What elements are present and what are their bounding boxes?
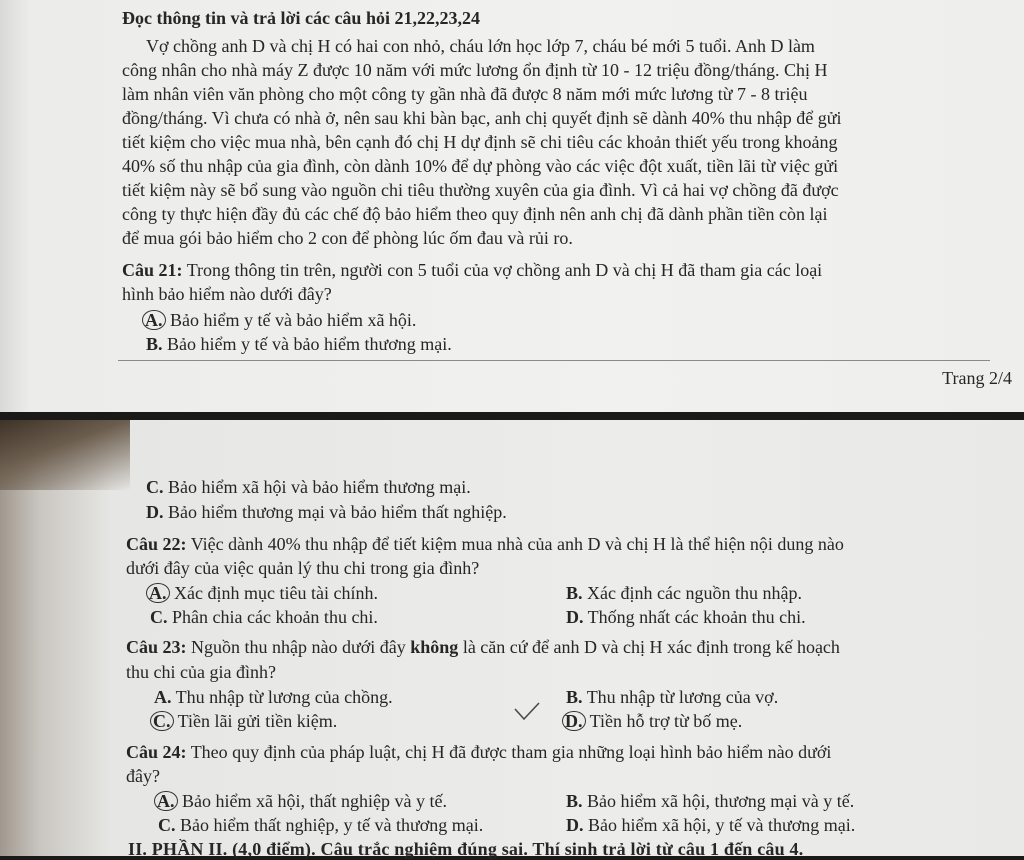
option-text: Bảo hiểm xã hội, y tế và thương mại. <box>583 815 856 835</box>
option-text: Thu nhập từ lương của chồng. <box>171 687 393 707</box>
question-text: Trong thông tin trên, người con 5 tuổi của vợ chồng anh D và chị H đã tham gia các loại <box>182 260 823 280</box>
option-text: Xác định các nguồn thu nhập. <box>582 583 802 603</box>
question-text: Theo quy định của pháp luật, chị H đã được tham gia những loại hình bảo hiểm nào dưới <box>186 742 832 762</box>
option-a <box>150 582 378 604</box>
question-21 <box>122 259 822 281</box>
option-a <box>146 309 416 331</box>
option-a <box>154 686 393 708</box>
option-letter: C. <box>150 711 174 731</box>
passage-line: tiết kiệm này sẽ bổ sung vào nguồn chi tiêu thường xuyên của gia đình. Vì cả hai vợ chồng đã được <box>122 180 839 200</box>
option-text: Bảo hiểm thất nghiệp, y tế và thương mại. <box>175 815 484 835</box>
option-text: Bảo hiểm y tế và bảo hiểm thương mại. <box>162 334 452 354</box>
option-c <box>146 476 471 498</box>
option-letter: D. <box>146 502 164 522</box>
option-b <box>566 790 854 812</box>
part-2-heading: II. PHẦN II. (4,0 điểm). Câu trắc nghiệm đúng sai. Thí sinh trả lời từ câu 1 đến câu 4. <box>128 839 804 859</box>
option-letter: D. <box>562 711 586 731</box>
option-text: Tiền lãi gửi tiền kiệm. <box>173 711 338 731</box>
option-letter: D. <box>566 815 584 835</box>
footer-rule <box>118 360 990 361</box>
option-text: Xác định mục tiêu tài chính. <box>169 583 378 603</box>
option-text: Thống nhất các khoản thu chi. <box>583 607 806 627</box>
option-letter: A. <box>154 791 178 811</box>
option-text: Thu nhập từ lương của vợ. <box>582 687 779 707</box>
option-letter: B. <box>146 334 163 354</box>
question-text: đây? <box>126 766 160 786</box>
passage-line: đồng/tháng. Vì chưa có nhà ở, nên sau khi bàn bạc, anh chị quyết định sẽ dành 40% thu nhập để gửi <box>122 108 842 128</box>
passage-line: Vợ chồng anh D và chị H có hai con nhỏ, cháu lớn học lớp 7, cháu bé mới 5 tuổi. Anh D làm <box>146 36 815 56</box>
option-letter: B. <box>566 687 583 707</box>
option-text: Bảo hiểm xã hội và bảo hiểm thương mại. <box>163 477 471 497</box>
option-letter: A. <box>146 583 170 603</box>
page-top <box>0 0 1024 412</box>
question-text: Việc dành 40% thu nhập để tiết kiệm mua nhà của anh D và chị H là thể hiện nội dung nào <box>186 534 844 554</box>
option-b <box>566 582 802 604</box>
option-letter: A. <box>142 310 166 330</box>
option-letter: A. <box>154 687 172 707</box>
check-mark-icon <box>512 700 542 722</box>
option-d <box>566 710 742 732</box>
question-23 <box>126 636 840 658</box>
question-label: Câu 22: <box>126 534 187 554</box>
option-b <box>146 333 452 355</box>
option-letter: C. <box>150 607 168 627</box>
question-text: là căn cứ để anh D và chị H xác định trong kế hoạch <box>458 637 840 657</box>
question-text: hình bảo hiểm nào dưới đây? <box>122 284 332 304</box>
question-text: dưới đây của việc quản lý thu chi trong gia đình? <box>126 558 480 578</box>
passage-line: để mua gói bảo hiểm cho 2 con để phòng lúc ốm đau và rủi ro. <box>122 228 573 248</box>
option-text: Bảo hiểm thương mại và bảo hiểm thất nghiệp. <box>163 502 507 522</box>
passage-line: làm nhân viên văn phòng cho một công ty gần nhà đã được 8 năm mới mức lương từ 7 - 8 triệu <box>122 84 808 104</box>
option-text: Tiền hỗ trợ từ bố mẹ. <box>585 711 743 731</box>
question-label: Câu 21: <box>122 260 183 280</box>
option-text: Bảo hiểm xã hội, thương mại và y tế. <box>582 791 855 811</box>
question-text: thu chi của gia đình? <box>126 662 276 682</box>
option-c <box>158 814 483 836</box>
option-b <box>566 686 778 708</box>
question-text: Nguồn thu nhập nào dưới đây <box>186 637 411 657</box>
shadow <box>0 420 130 490</box>
option-a <box>158 790 447 812</box>
section-heading: Đọc thông tin và trả lời các câu hỏi 21,22,23,24 <box>122 8 480 28</box>
passage-line: công ty thực hiện đầy đủ các chế độ bảo hiểm theo quy định nên anh chị đã dành phần tiền còn lại <box>122 204 828 224</box>
page-number: Trang 2/4 <box>942 368 1012 388</box>
passage-line: công nhân cho nhà máy Z được 10 năm với mức lương ổn định từ 10 - 12 triệu đồng/tháng. Chị H <box>122 60 828 80</box>
question-label: Câu 23: <box>126 637 187 657</box>
option-d <box>146 501 507 523</box>
option-letter: C. <box>158 815 176 835</box>
question-22 <box>126 533 844 555</box>
option-letter: B. <box>566 791 583 811</box>
option-letter: D. <box>566 607 584 627</box>
option-text: Bảo hiểm y tế và bảo hiểm xã hội. <box>165 310 417 330</box>
option-c <box>150 606 378 628</box>
option-c <box>154 710 337 732</box>
option-d <box>566 814 855 836</box>
passage-line: 40% số thu nhập của gia đình, còn dành 10% để dự phòng vào các việc đột xuất, tiền lãi từ việc gửi <box>122 156 839 176</box>
option-text: Bảo hiểm xã hội, thất nghiệp và y tế. <box>177 791 447 811</box>
passage-line: tiết kiệm cho việc mua nhà, bên cạnh đó chị H dự định sẽ chi tiêu các khoản thiết yếu trong khoảng <box>122 132 838 152</box>
option-letter: B. <box>566 583 583 603</box>
question-emphasis: không <box>410 637 459 657</box>
option-d <box>566 606 806 628</box>
question-24 <box>126 741 831 763</box>
option-letter: C. <box>146 477 164 497</box>
option-text: Phân chia các khoản thu chi. <box>167 607 378 627</box>
question-label: Câu 24: <box>126 742 187 762</box>
